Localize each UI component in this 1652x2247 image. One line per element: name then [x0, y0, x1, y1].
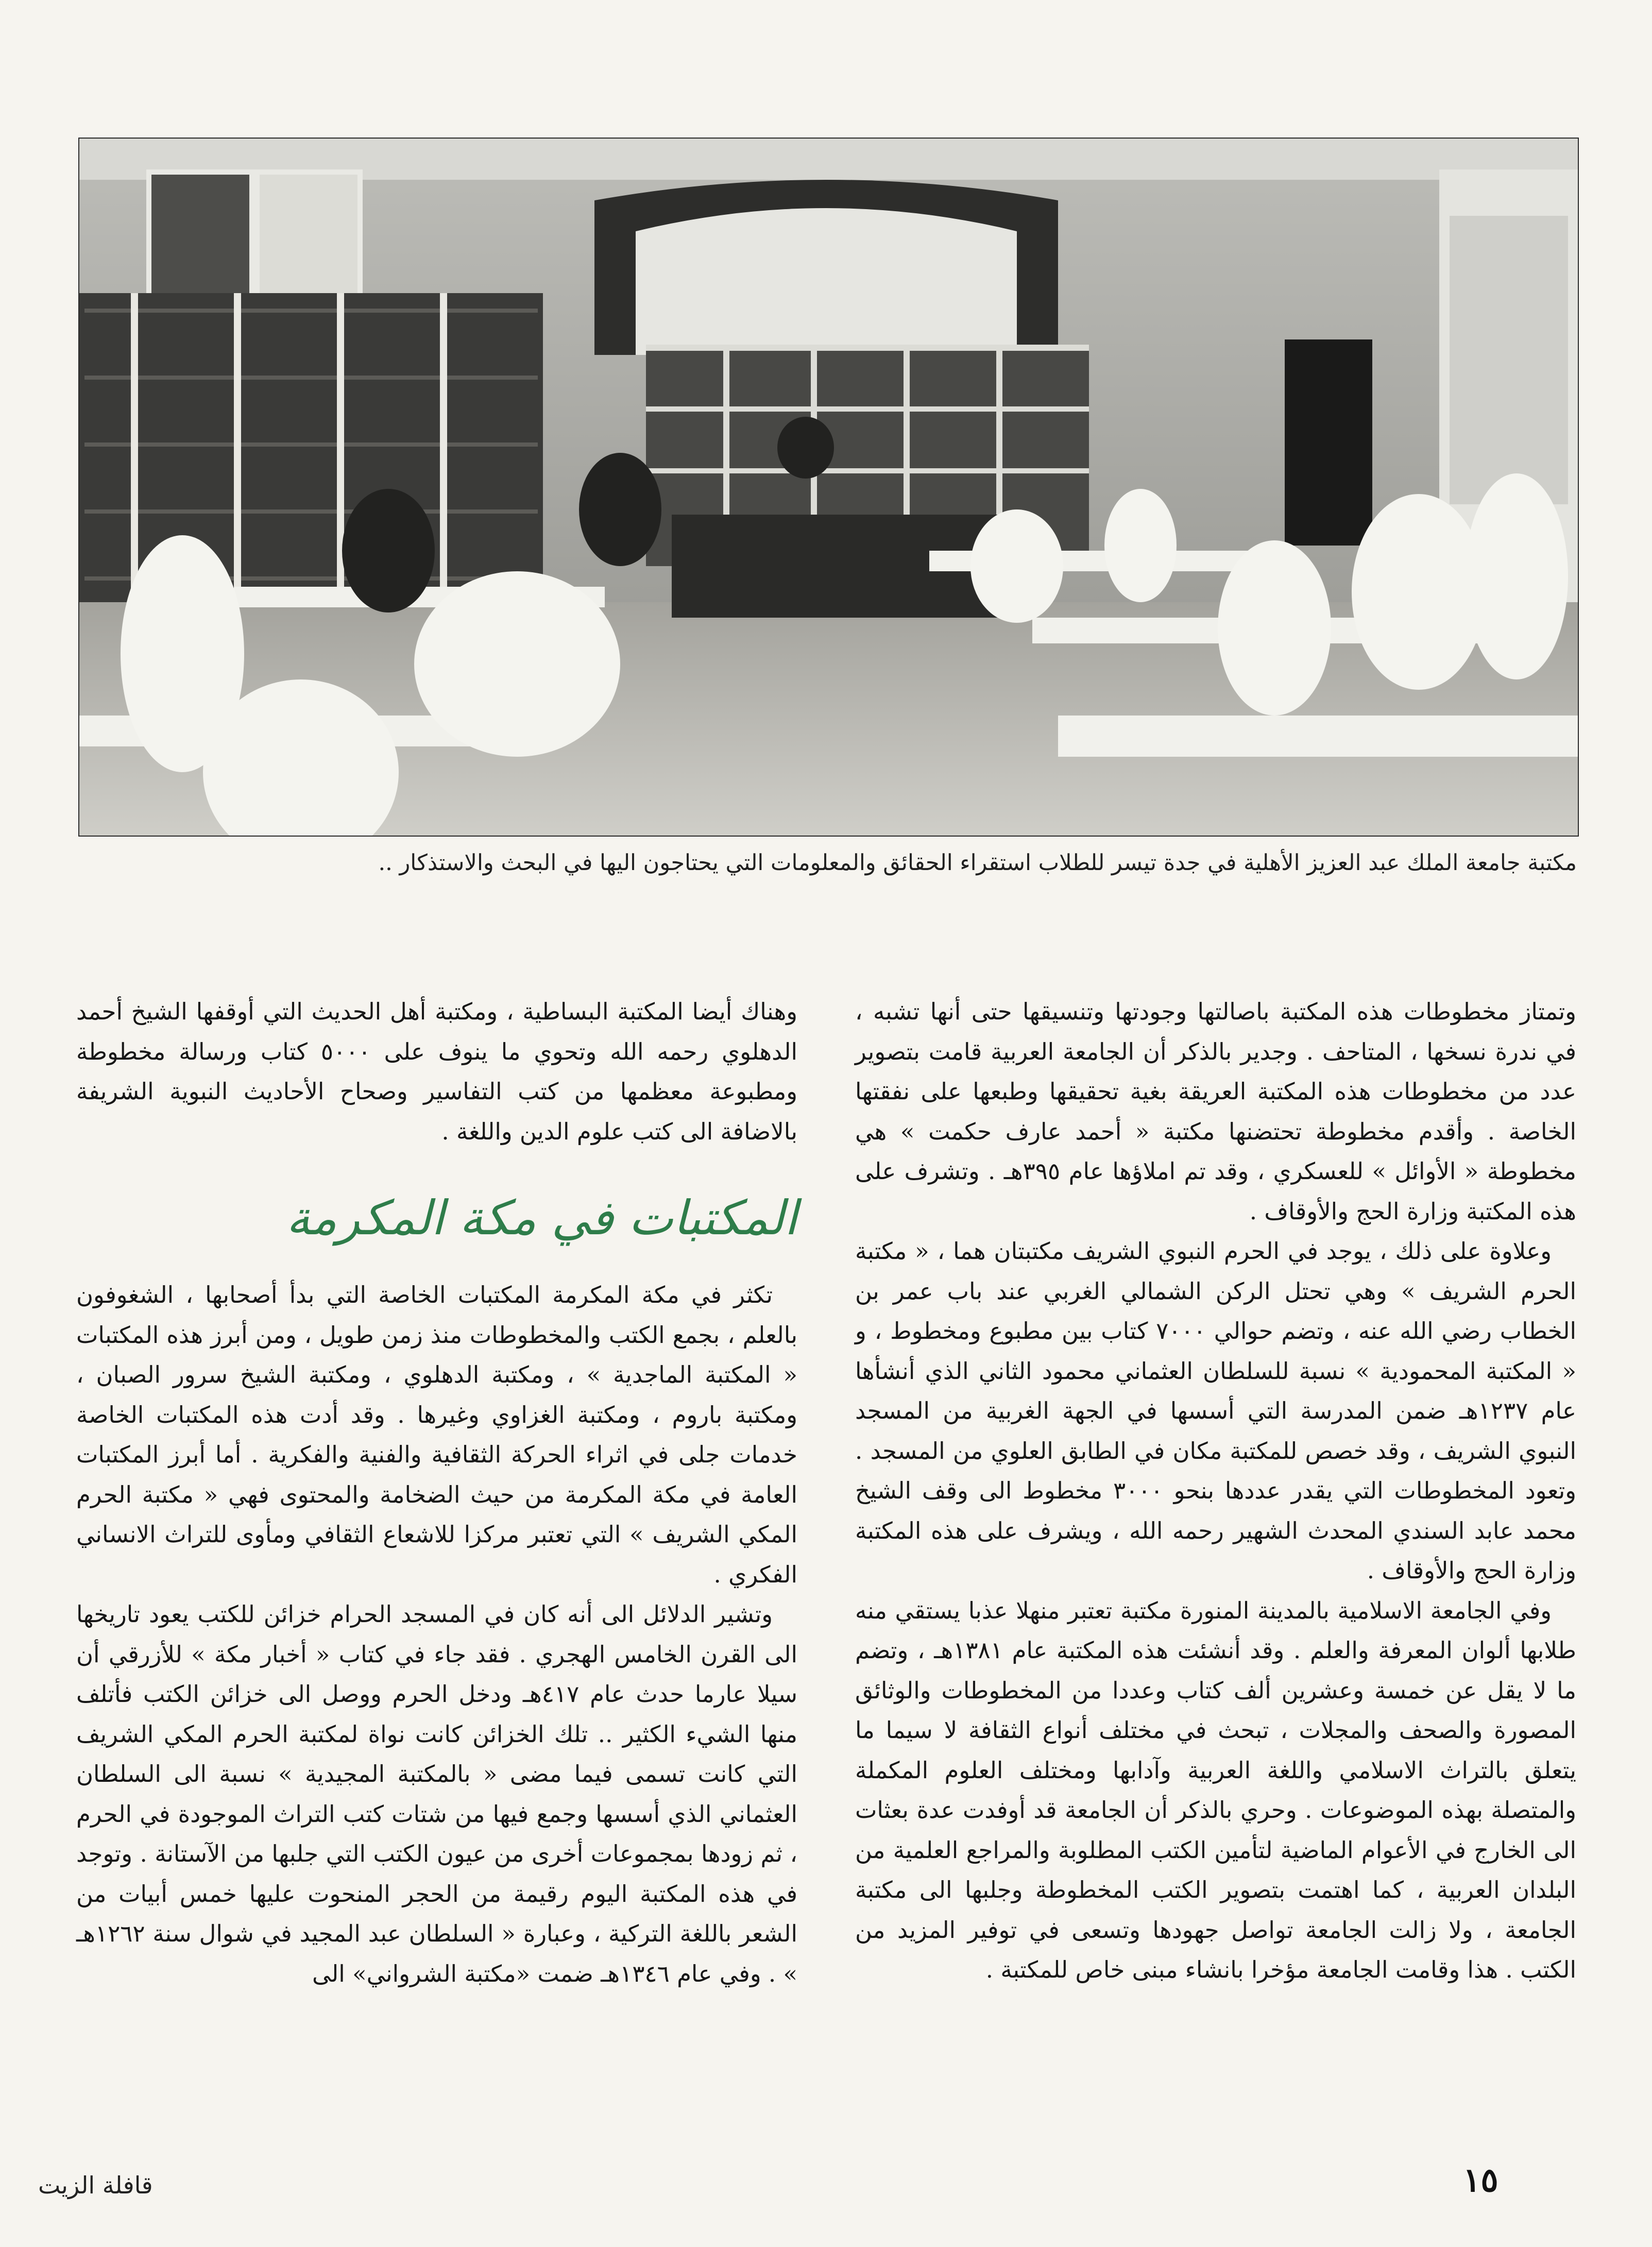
right-paragraph-2: وعلاوة على ذلك ، يوجد في الحرم النبوي الشريف مكتبتان هما ، « مكتبة الحرم الشريف » وهي تحتل الركن الشمالي الغربي عند باب عمر بن الخطاب رضي الله عنه ، وتضم حوالي ٧٠٠٠ كتاب بين مطبوع ومخطوط ، و « المكتبة المحمودية » نسبة للسلطان العثماني محمود الثاني الذي أنشأها عام ١٢٣٧هـ ضمن المدرسة التي أسسها في الجهة الغربية من المسجد النبوي الشريف ، وقد خصص للمكتبة مكان في الطابق العلوي من المسجد . وتعود المخطوطات التي يقدر عددها بنحو ٣٠٠٠ مخطوط الى وقف الشيخ محمد عابد السندي المحدث الشهير رحمه الله ، ويشرف على هذه المكتبة وزارة الحج والأوقاف . — [855, 1237, 1576, 1584]
photo-caption: مكتبة جامعة الملك عبد العزيز الأهلية في جدة تيسر للطلاب استقراء الحقائق والمعلومات التي يحتاجون اليها في البحث والاستذكار .. — [378, 850, 1577, 876]
magazine-name: قافلة الزيت — [38, 2171, 153, 2199]
left-paragraph-1: تكثر في مكة المكرمة المكتبات الخاصة التي بدأ أصحابها ، الشغوفون بالعلم ، بجمع الكتب والمخطوطات منذ زمن طويل ، ومن أبرز هذه المكتبات « المكتبة الماجدية » ، ومكتبة الدهلوي ، ومكتبة الشيخ سرور الصبان ، ومكتبة باروم ، ومكتبة الغزاوي وغيرها . وقد أدت هذه المكتبات الخاصة خدمات جلى في اثراء الحركة الثقافية والفنية والفكرية . أما أبرز المكتبات العامة في مكة المكرمة من حيث الضخامة والمحتوى فهي « مكتبة الحرم المكي الشريف » التي تعتبر مركزا للاشعاع الثقافي ومأوى للتراث الانساني الفكري . — [76, 1281, 797, 1588]
page-number: ١٥ — [1463, 2161, 1498, 2200]
left-paragraph-2: وتشير الدلائل الى أنه كان في المسجد الحرام خزائن للكتب يعود تاريخها الى القرن الخامس الهجري . فقد جاء في كتاب « أخبار مكة » للأزرقي أن سيلا عارما حدث عام ٤١٧هـ ودخل الحرم ووصل الى خزائن الكتب فأتلف منها الشيء الكثير .. تلك الخزائن كانت نواة لمكتبة الحرم المكي الشريف التي كانت تسمى فيما مضى « بالمكتبة المجيدية » نسبة الى السلطان العثماني الذي أسسها وجمع فيها من شتات كتب التراث الموجودة في الحرم ، ثم زودها بمجموعات أخرى من عيون الكتب التي جلبها من الآستانة . وتوجد في هذه المكتبة اليوم رقيمة من الحجر المنحوت عليها خمس أبيات من الشعر باللغة التركية ، وعبارة « السلطان عبد المجيد في شوال سنة ١٢٦٢هـ » . وفي عام ١٣٤٦هـ ضمت «مكتبة الشرواني» الى — [76, 1601, 797, 1987]
left-intro-paragraph: وهناك أيضا المكتبة البساطية ، ومكتبة أهل الحديث التي أوقفها الشيخ أحمد الدهلوي رحمه الله وتحوي ما ينوف على ٥٠٠٠ كتاب ورسالة مخطوطة ومطبوعة معظمها من كتب التفاسير وصحاح الأحاديث النبوية الشريفة بالاضافة الى كتب علوم الدين واللغة . — [76, 998, 797, 1145]
library-photo-illustration — [79, 139, 1578, 836]
right-paragraph-1: وتمتاز مخطوطات هذه المكتبة باصالتها وجودتها وتنسيقها حتى أنها تشبه ، في ندرة نسخها ، المتاحف . وجدير بالذكر أن الجامعة العربية قامت بتصوير عدد من مخطوطات هذه المكتبة العريقة بغية تحقيقها وطبعها على نفقتها الخاصة . وأقدم مخطوطة تحتضنها مكتبة « أحمد عارف حكمت » هي مخطوطة « الأوائل » للعسكري ، وقد تم املاؤها عام ٣٩٥هـ . وتشرف على هذه المكتبة وزارة الحج والأوقاف . — [855, 998, 1577, 1225]
right-column — [855, 992, 1576, 1990]
left-column — [76, 992, 797, 1994]
library-photo — [78, 138, 1579, 837]
section-heading: المكتبات في مكة المكرمة — [286, 1190, 797, 1246]
right-paragraph-3: وفي الجامعة الاسلامية بالمدينة المنورة مكتبة تعتبر منهلا عذبا يستقي منه طلابها ألوان المعرفة والعلم . وقد أنشئت هذه المكتبة عام ١٣٨١هـ ، وتضم ما لا يقل عن خمسة وعشرين ألف كتاب وعددا من المخطوطات والوثائق المصورة والصحف والمجلات ، تبحث في مختلف أنواع الثقافة لا سيما ما يتعلق بالتراث الاسلامي واللغة العربية وآدابها ومختلف العلوم المكملة والمتصلة بهذه الموضوعات . وحري بالذكر أن الجامعة قد أوفدت عدة بعثات الى الخارج في الأعوام الماضية لتأمين الكتب المطلوبة والمراجع العلمية من البلدان العربية ، كما اهتمت بتصوير الكتب المخطوطة وجلبها الى مكتبة الجامعة ، ولا زالت الجامعة تواصل جهودها وتسعى في توفير المزيد من الكتب . هذا وقامت الجامعة مؤخرا بانشاء مبنى خاص للمكتبة . — [855, 1596, 1576, 1983]
